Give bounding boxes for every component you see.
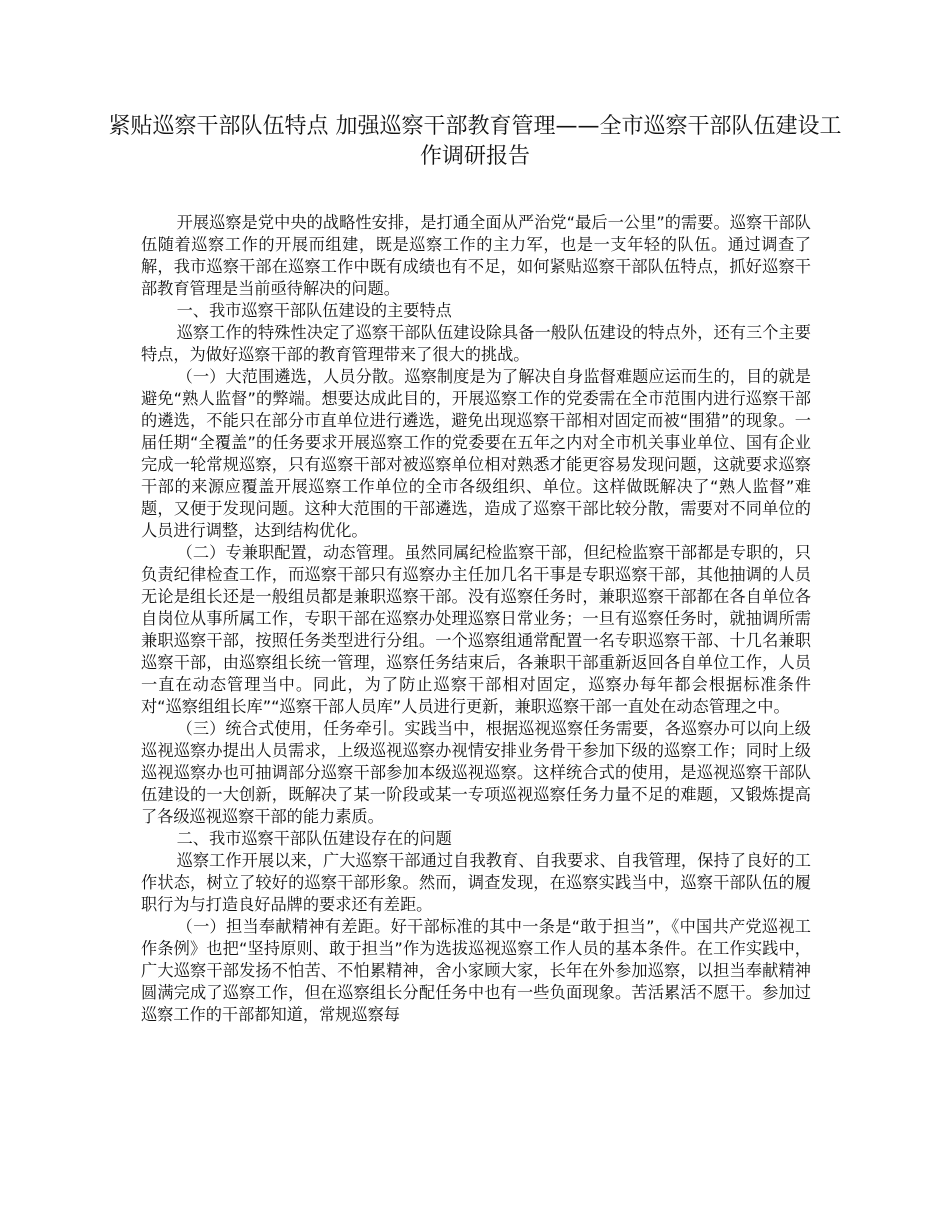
- section-1-point-1-paragraph: （一）大范围遴选，人员分散。巡察制度是为了解决自身监督难题应运而生的，目的就是避免“熟人监督”的弊端。想要达成此目的，开展巡察工作的党委需在全市范围内进行巡察干部的遴选，不能只在部分市直单位进行遴选，避免出现巡察干部相对固定而被“围猎”的现象。一届任期“全覆盖”的任务要求开展巡察工作的党委要在五年之内对全市机关事业单位、国有企业完成一轮常规巡察，只有巡察干部对被巡察单位相对熟悉才能更容易发现问题，这就要求巡察干部的来源应覆盖开展巡察工作单位的全市各级组织、单位。这样做既解决了“熟人监督”难题，又便于发现问题。这种大范围的干部遴选，造成了巡察干部比较分散，需要对不同单位的人员进行调整，达到结构优化。: [141, 367, 811, 540]
- section-2-intro-paragraph: 巡察工作开展以来，广大巡察干部通过自我教育、自我要求、自我管理，保持了良好的工作状态，树立了较好的巡察干部形象。然而，调查发现，在巡察实践当中，巡察干部队伍的履职行为与打造良好品牌的要求还有差距。: [141, 851, 811, 914]
- section-1-point-2-paragraph: （二）专兼职配置，动态管理。虽然同属纪检监察干部，但纪检监察干部都是专职的，只负责纪律检查工作，而巡察干部只有巡察办主任加几名干事是专职巡察干部，其他抽调的人员无论是组长还是一般组员都是兼职巡察干部。没有巡察任务时，兼职巡察干部都在各自单位各自岗位从事所属工作，专职干部在巡察办处理巡察日常业务；一旦有巡察任务时，就抽调所需兼职巡察干部，按照任务类型进行分组。一个巡察组通常配置一名专职巡察干部、十几名兼职巡察干部，由巡察组长统一管理，巡察任务结束后，各兼职干部重新返回各自单位工作，人员一直在动态管理当中。同此，为了防止巡察干部相对固定，巡察办每年都会根据标准条件对“巡察组组长库”“巡察干部人员库”人员进行更新，兼职巡察干部一直处在动态管理之中。: [141, 543, 811, 716]
- section-heading-1: 一、我市巡察干部队伍建设的主要特点: [176, 301, 452, 320]
- section-1-point-3-paragraph: （三）统合式使用，任务牵引。实践当中，根据巡视巡察任务需要，各巡察办可以向上级巡视巡察办提出人员需求，上级巡视巡察办视情安排业务骨干参加下级的巡察工作；同时上级巡视巡察办也可抽调部分巡察干部参加本级巡视巡察。这样统合式的使用，是巡视巡察干部队伍建设的一大创新，既解决了某一阶段或某一专项巡视巡察任务力量不足的难题，又锻炼提高了各级巡视巡察干部的能力素质。: [141, 719, 811, 826]
- document-title: 紧贴巡察干部队伍特点 加强巡察干部教育管理——全市巡察干部队伍建设工作调研报告: [108, 114, 842, 169]
- section-1-intro-paragraph: 巡察工作的特殊性决定了巡察干部队伍建设除具备一般队伍建设的特点外，还有三个主要特点，为做好巡察干部的教育管理带来了很大的挑战。: [141, 323, 811, 364]
- document-body: [141, 212, 811, 1026]
- section-2-point-1-paragraph: （一）担当奉献精神有差距。好干部标准的其中一条是“敢于担当”，《中国共产党巡视工作条例》也把“坚持原则、敢于担当”作为选拔巡视巡察工作人员的基本条件。在工作实践中，广大巡察干部发扬不怕苦、不怕累精神，舍小家顾大家，长年在外参加巡察，以担当奉献精神圆满完成了巡察工作，但在巡察组长分配任务中也有一些负面现象。苦活累活不愿干。参加过巡察工作的干部都知道，常规巡察每: [141, 917, 811, 1024]
- section-heading-2: 二、我市巡察干部队伍建设存在的问题: [176, 829, 452, 848]
- intro-paragraph: 开展巡察是党中央的战略性安排，是打通全面从严治党“最后一公里”的需要。巡察干部队伍随着巡察工作的开展而组建，既是巡察工作的主力军，也是一支年轻的队伍。通过调查了解，我市巡察干部在巡察工作中既有成绩也有不足，如何紧贴巡察干部队伍特点，抓好巡察干部教育管理是当前亟待解决的问题。: [141, 213, 811, 298]
